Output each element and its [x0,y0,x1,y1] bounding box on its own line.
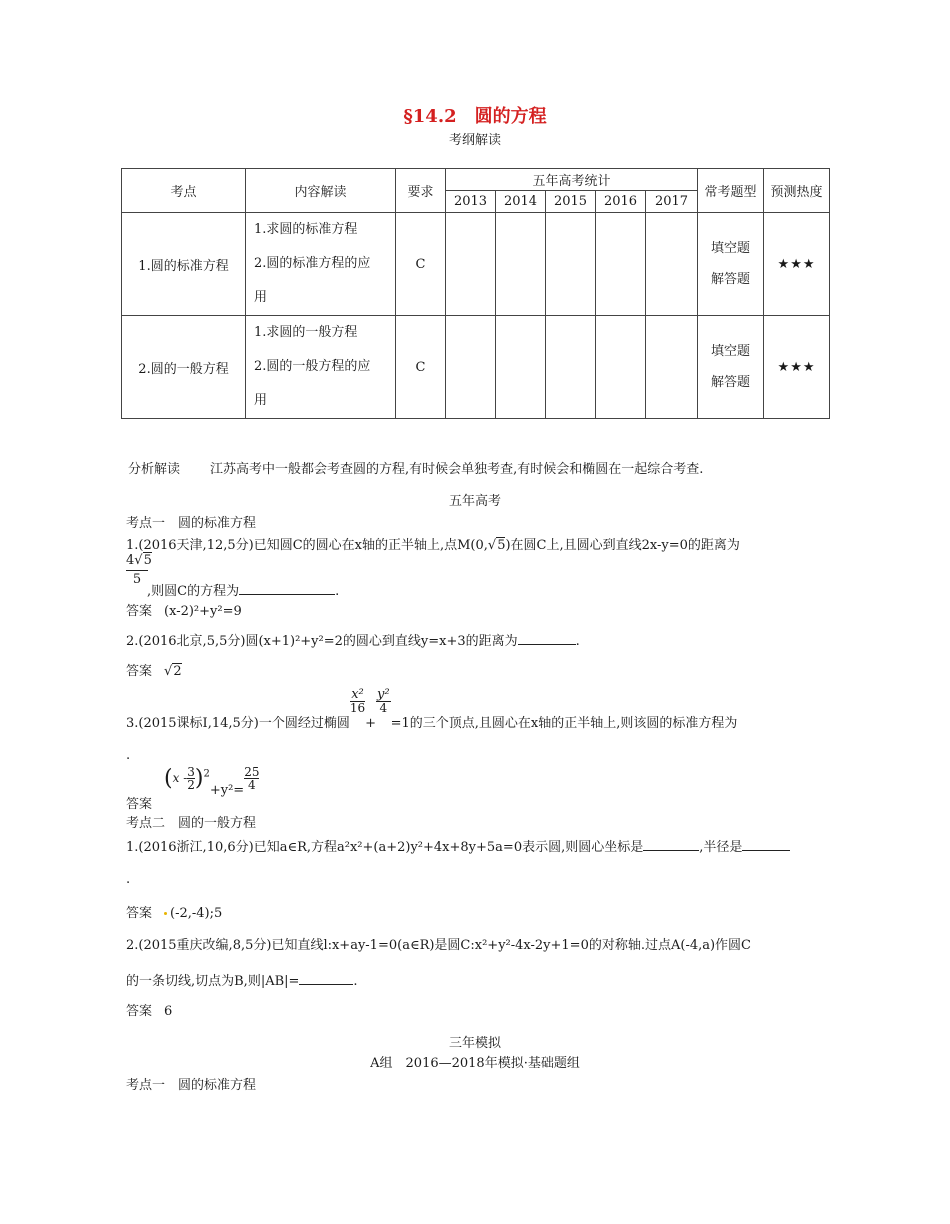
row-types [698,316,764,419]
row-stars: ★★★ [764,213,830,316]
section-heading-five-years: 五年高考 [448,494,501,509]
question-5-tail [126,970,358,989]
section-heading-three-years: 三年模拟 [448,1036,501,1051]
question-1 [126,534,740,553]
answer-value: 6 [164,1004,173,1019]
answer-blank [518,632,576,645]
radicand: 5 [143,553,152,568]
fraction-25-4 [244,766,259,791]
question-text: ,半径是 [699,840,743,855]
fraction-3-2 [187,766,195,791]
row-kaodian: 2.圆的一般方程 [122,316,246,419]
fraction-denominator: 16 [349,701,366,715]
kaodian-heading: 考点二 圆的一般方程 [126,816,257,831]
row-types [698,213,764,316]
analysis-text: 江苏高考中一般都会考查圆的方程,有时候会单独考查,有时候会和椭圆在一起综合考查. [210,462,704,477]
row-content [246,316,396,419]
question-text: =1的三个顶点,且圆心在x轴的正半轴上,则该圆的标准方程为 [390,715,738,731]
question-5: 2.(2015重庆改编,8,5分)已知直线l:x+ay-1=0(a∈R)是圆C:x²+y²-4x-2y+1=0的对称轴.过点A(-4,a)作圆C [126,938,752,953]
fraction-numerator: x² [351,687,364,702]
fraction-denominator: 2 [187,778,195,792]
question-text: )在圆C上,且圆心到直线2x-y=0的距离为 [505,538,740,553]
question-2 [126,630,580,649]
question-text: . [575,634,580,649]
question-4-tail: . [126,872,131,887]
sqrt-symbol: √2 [164,664,182,679]
content-line: 用 [254,393,268,408]
table-header-row [122,169,830,191]
section-subtitle: 考纲解读 [448,133,501,148]
question-text: ,则圆C的方程为 [147,584,240,599]
header-kaodian: 考点 [122,169,246,213]
close-paren: ) [194,766,204,791]
question-1-tail [147,580,339,599]
question-text: 的一条切线,切点为B,则|AB|= [126,974,300,989]
answer-blank [299,972,353,985]
sqrt-symbol: √5 [134,553,152,568]
question-text: 1.(2016天津,12,5分)已知圆C的圆心在x轴的正半轴上,点M(0, [126,538,488,553]
header-tixing: 常考题型 [698,169,764,213]
fraction-numerator: y² [377,687,390,702]
question-3 [126,680,738,731]
sqrt-symbol: √5 [487,538,506,553]
question-text: . [335,584,340,599]
open-paren: ( [164,766,173,791]
exam-outline-table [121,168,830,419]
year-cell: 2017 [646,191,698,213]
row-yaoqiu: C [396,316,446,419]
fraction-numerator [126,552,152,571]
answer-label: 答案 [126,1004,153,1019]
type-line: 填空题 [711,241,751,256]
year-cell: 2016 [596,191,646,213]
marker-dot [164,912,167,915]
distance-fraction [126,552,152,589]
row-yaoqiu: C [396,213,446,316]
question-text: 2.(2016北京,5,5分)圆(x+1)²+y²=2的圆心到直线y=x+3的距离为 [126,634,518,649]
header-neirong: 内容解读 [246,169,396,213]
answer-label: 答案 [126,906,153,921]
radicand: 2 [173,664,182,679]
content-line: 2.圆的一般方程的应 [254,359,371,374]
row-stars: ★★★ [764,316,830,419]
answer-4 [126,902,222,921]
type-line: 填空题 [711,344,751,359]
kaodian-heading: 考点一 圆的标准方程 [126,516,257,531]
group-heading: A组 2016—2018年模拟·基础题组 [370,1056,580,1071]
kaodian-heading: 考点一 圆的标准方程 [126,1078,257,1093]
fraction-x2-16 [350,688,365,714]
header-yaoqiu: 要求 [396,169,446,213]
answer-blank [742,838,790,851]
question-text: 1.(2016浙江,10,6分)已知a∈R,方程a²x²+(a+2)y²+4x+8y+5a=0表示圆,则圆心坐标是 [126,840,644,855]
table-row [122,316,830,419]
fraction-y2-4 [376,688,391,714]
answer-blank [239,582,335,595]
analysis-label: 分析解读 [128,462,181,477]
answer-label: 答案 [126,797,153,812]
fraction-numerator: 3 [187,765,195,779]
question-4 [126,836,790,855]
question-text: 3.(2015课标Ⅰ,14,5分)一个圆经过椭圆 [126,715,350,731]
exponent: 2 [203,768,210,780]
content-line: 1.求圆的标准方程 [254,222,358,237]
expr-mid: +y²= [209,783,245,798]
year-cell: 2013 [446,191,496,213]
question-3-tail: . [126,748,131,763]
type-line: 解答题 [711,272,751,287]
page-title: §14.2 圆的方程 [403,106,547,127]
analysis-paragraph [128,458,703,477]
answer-value: (x-2)²+y²=9 [164,604,242,619]
question-text: . [353,974,358,989]
type-line: 解答题 [711,375,751,390]
fraction-denominator: 5 [132,572,142,587]
radicand: 5 [497,538,506,553]
header-stats: 五年高考统计 [446,169,698,191]
coef: 4 [126,553,135,568]
year-cell: 2014 [496,191,546,213]
content-line: 2.圆的标准方程的应 [254,256,371,271]
year-cell: 2015 [546,191,596,213]
row-content [246,213,396,316]
answer-label: 答案 [126,604,153,619]
row-kaodian: 1.圆的标准方程 [122,213,246,316]
answer-5 [126,1000,172,1019]
answer-blank [643,838,699,851]
header-redu: 预测热度 [764,169,830,213]
fraction-denominator: 4 [376,701,391,714]
table-row [122,213,830,316]
plus-sign: + [365,715,377,731]
content-line: 用 [254,290,268,305]
answer-2 [126,660,182,679]
answer-1 [126,600,242,619]
answer-value: (-2,-4);5 [170,906,223,921]
fraction-denominator: 4 [248,778,256,792]
answer-label: 答案 [126,664,153,679]
answer-3 [126,765,260,812]
fraction-numerator: 25 [244,765,260,779]
content-line: 1.求圆的一般方程 [254,325,358,340]
expr-x: x - [172,771,188,785]
